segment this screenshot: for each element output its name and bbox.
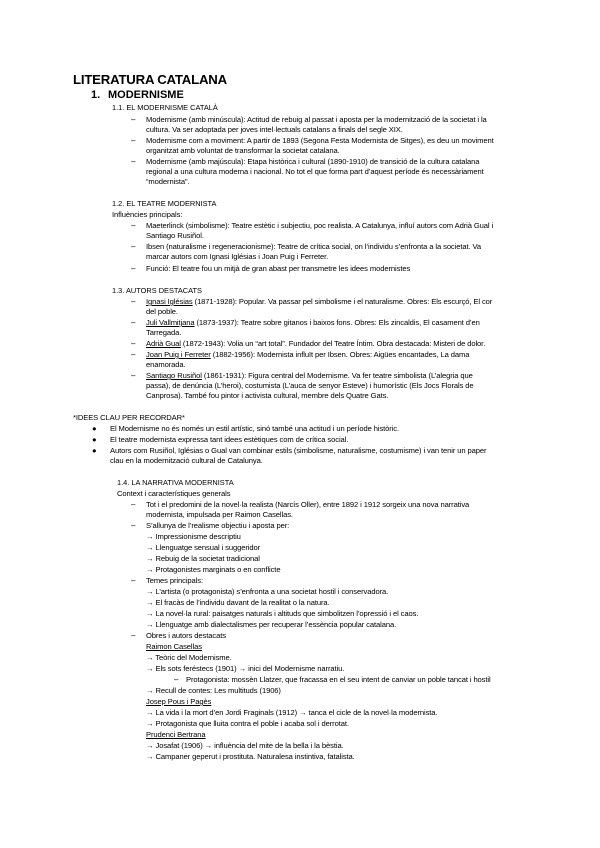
bullet-dot: ● (92, 446, 97, 455)
text-line: Maeterlinck (simbolisme): Teatre estètic i subjectiu, poc realista. A Catalunya, influí autors com Adrià Gual i (146, 221, 494, 230)
arrow-line: → Rebuig de la societat tradicional (146, 554, 260, 563)
text-line (146, 339, 485, 348)
dash-bullet: – (131, 500, 136, 509)
arrow-line: → La novel·la rural: paisatges naturals i altituds que simbolitzen l’opressió i el caos. (146, 609, 419, 618)
text-line: Temes principals: (146, 576, 203, 585)
dash-bullet: – (131, 631, 136, 640)
page-title: LITERATURA CATALANA (73, 72, 227, 87)
text-line (146, 371, 473, 380)
arrow-line: → Campaner geperut i prostituta. Naturalesa instintiva, fatalista. (146, 752, 355, 761)
dash-bullet: – (131, 264, 136, 273)
author-description: (1882-1956): Modernista influït per Ibsen. Obres: Aigües encantades, La dama (210, 350, 470, 359)
section-title: MODERNISME (108, 89, 184, 101)
text-line: Context i característiques generals (117, 489, 231, 498)
subsection-heading: 1.3. AUTORS DESTACATS (112, 286, 202, 295)
text-line (146, 350, 469, 359)
author-description: (1872-1943): Volia un “art total”. Fundador del Teatre Íntim. Obra destacada: Misteri de dolor. (180, 339, 486, 348)
text-line: El teatre modernista expressa tant idees estètiques com de crítica social. (110, 435, 349, 444)
text-line: Modernisme (amb minúscula): Actitud de rebuig al passat i aposta per la modernització de la societat i la (146, 115, 487, 124)
text-line: del poble. (146, 307, 178, 316)
text-line: clau en la modernització cultural de Catalunya. (110, 456, 263, 465)
author-name: Santiago Rusiñol (146, 371, 202, 380)
text-line: organitzat amb voluntat de transformar la societat catalana. (146, 146, 340, 155)
text-line: El Modernisme no és només un estil artístic, sinó també una actitud i un període històric. (110, 424, 399, 433)
text-line: Obres i autors destacats (146, 631, 226, 640)
author-name: Josep Pous i Pagès (146, 697, 212, 706)
author-name: Ignasi Iglésias (146, 297, 193, 306)
bullet-dot: ● (92, 424, 97, 433)
text-line (146, 318, 480, 327)
text-line: enamorada. (146, 360, 186, 369)
text-line: Tot i el predomini de la novel·la realista (Narcís Oller), entre 1892 i 1912 sorgeix una nova narrativa (146, 500, 470, 509)
text-line: “modernista”. (146, 177, 190, 186)
ideas-heading: *IDEES CLAU PER RECORDAR* (73, 413, 185, 422)
text-line: regional a una cultura moderna i nacional. No tot el que forma part d’aquest període és necessàriament (146, 167, 484, 176)
author-description: (1861-1931): Figura central del Modernisme. Va fer teatre simbolista (L’alegria que (201, 371, 473, 380)
dash-bullet: – (131, 350, 136, 359)
author-name: Prudenci Bertrana (146, 730, 206, 739)
dash-bullet: – (131, 318, 136, 327)
author-name: Raimon Casellas (146, 642, 202, 651)
text-line: Influències principals: (112, 210, 183, 219)
arrow-line: → Impressionisme descriptiu (146, 532, 241, 541)
text-line: Tarregada. (146, 328, 182, 337)
dash-bullet: – (131, 297, 136, 306)
author-name: Joan Puig i Ferreter (146, 350, 211, 359)
text-line: Modernisme (amb majúscula): Etapa històrica i cultural (1890-1910) de transició de la cultura catalana (146, 157, 480, 166)
text-line: S’allunya de l’realisme objectiu i aposta per: (146, 521, 290, 530)
arrow-line: → Protagonista que lluita contra el poble i acaba sol i derrotat. (146, 719, 349, 728)
dash-bullet: – (131, 221, 136, 230)
text-line: Santiago Rusiñol. (146, 231, 204, 240)
arrow-line: → Josafat (1906) → influència del mite de la bella i la bèstia. (146, 741, 344, 750)
dash-bullet: – (131, 521, 136, 530)
dash-bullet: – (131, 371, 136, 380)
dash-bullet: – (131, 576, 136, 585)
text-line: Autors com Rusiñol, Iglésias o Gual van combinar estils (simbolisme, naturalisme, costumisme) i van tenir un paper (110, 446, 487, 455)
section-number: 1. (91, 89, 101, 101)
dash-bullet: – (131, 339, 136, 348)
author-name: Juli Vallmitjana (146, 318, 195, 327)
author-name: Adrià Gual (146, 339, 181, 348)
bullet-dot: ● (92, 435, 97, 444)
author-description: (1873-1937): Teatre sobre gitanos i baixos fons. Obres: Els zincaldis, El casament d’en (194, 318, 480, 327)
text-line: Protagonista: mossèn Llatzer, que fracassa en el seu intent de canviar un poble tancat i hostil (186, 675, 491, 684)
arrow-line: → Teòric del Modernisme. (146, 653, 232, 662)
text-line: Canprosa). També fou pintor i activista cultural, membre dels Quatre Gats. (146, 391, 389, 400)
dash-bullet: – (131, 115, 136, 124)
author-description: (1871-1928): Popular. Va passar pel simbolisme i el naturalisme. Obres: Els escurçó, El cor (192, 297, 493, 306)
arrow-line: → Recull de contes: Les multituds (1906) (146, 686, 281, 695)
text-line: modernista, impulsada per Raimon Casellas. (146, 510, 293, 519)
subsection-heading: 1.2. EL TEATRE MODERNISTA (112, 199, 217, 208)
arrow-line: → L’artista (o protagonista) s’enfronta a una societat hostil i conservadora. (146, 587, 389, 596)
text-line: marcar autors com Ignasi Iglésias i Joan Puig i Ferreter. (146, 252, 329, 261)
text-line: passa), de denúncia (L’heroi), costumista (L’auca de senyor Esteve) i humorístic (Els Jocs Florals de (146, 381, 474, 390)
subsection-heading: 1.4. LA NARRATIVA MODERNISTA (117, 478, 234, 487)
arrow-line: → Llenguatge amb dialectalismes per recuperar l’essència popular catalana. (146, 620, 397, 629)
arrow-line: → Els sots feréstecs (1901) → inici del Modernisme narratiu. (146, 664, 345, 673)
text-line: Ibsen (naturalisme i regeneracionisme): Teatre de crítica social, on l’individu s’enfronta a la societat. Va (146, 242, 482, 251)
dash-bullet: – (131, 157, 136, 166)
arrow-line: → El fracàs de l’individu davant de la realitat o la natura. (146, 598, 330, 607)
text-line (146, 297, 492, 306)
text-line: Funció: El teatre fou un mitjà de gran abast per transmetre les idees modernistes (146, 264, 411, 273)
arrow-line: → La vida i la mort d’en Jordi Fraginals (1912) → tanca el cicle de la novel·la modernista. (146, 708, 438, 717)
dash-bullet: – (131, 136, 136, 145)
dash-bullet: – (131, 242, 136, 251)
subsection-heading: 1.1. EL MODERNISME CATALÀ (112, 103, 218, 112)
text-line: Modernisme com a moviment: A partir de 1893 (Segona Festa Modernista de Sitges), es deu un moviment (146, 136, 494, 145)
text-line: cultura. Va ser adoptada per joves intel·lectuals catalans a finals del segle XIX. (146, 125, 403, 134)
arrow-line: → Llenguatge sensual i suggeridor (146, 543, 261, 552)
dash-bullet: – (174, 675, 179, 684)
arrow-line: → Protagonistes marginats o en conflicte (146, 565, 281, 574)
